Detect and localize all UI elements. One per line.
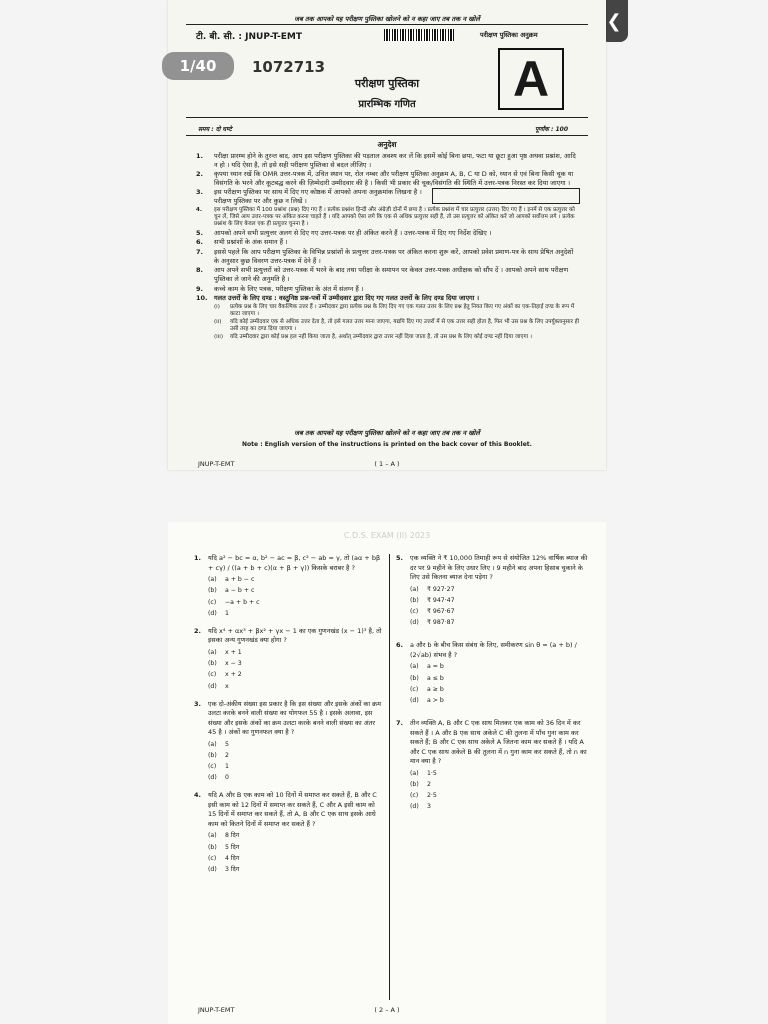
penalty-item: (ii) यदि कोई उम्मीदवार एक से अधिक उत्तर देता है, तो इसे गलत उत्तर माना जाएगा, यद्यपि दिए गए उत्तरों में से एक उत्तर सही होता है, फिर भी उस प्रश्न के लिए उपर्युक्तानुसार ही उसी तरह का दण्ड दिया जाएगा । [214, 319, 580, 333]
option: (d) 3 [410, 803, 431, 811]
question-text: एक व्यक्ति ने ₹ 10,000 तिमाही रूप से संयोजित 12% वार्षिक ब्याज की दर पर 9 महीने के लिए उधार लिए । 9 महीने बाद अपना हिसाब चुकाने के लिए उसे कितना ब्याज देना पड़ेगा ? [410, 554, 588, 581]
top-warning: जब तक आपको यह परीक्षण पुस्तिका खोलने को न कहा जाए तब तक न खोलें [294, 15, 480, 23]
roll-number-box[interactable] [432, 188, 580, 204]
question-item: 1. यदि a² − bc = α, b² − ac = β, c² − ab = γ, तो (aα + bβ + cγ) / ((a + b + c)(α + β + γ)) किसके बराबर है ? (a) a + b − c (b) a − b + c (c) −a + b + c (d) 1 [194, 554, 383, 618]
bottom-warning: जब तक आपको यह परीक्षण पुस्तिका खोलने को न कहा जाए तब तक न खोलें [294, 429, 480, 437]
booklet-title: परीक्षण पुस्तिका [354, 77, 420, 90]
left-question-column [194, 554, 390, 1000]
option: (b) x − 3 [208, 660, 242, 668]
footer-code: JNUP-T-EMT [198, 1006, 235, 1014]
series-letter: A [498, 48, 564, 110]
option: (d) ₹ 987·87 [410, 619, 455, 627]
questions-page [168, 522, 606, 1024]
question-item: 5. एक व्यक्ति ने ₹ 10,000 तिमाही रूप से संयोजित 12% वार्षिक ब्याज की दर पर 9 महीने के लिए उधार लिए । 9 महीने बाद अपना हिसाब चुकाने के लिए उसे कितना ब्याज देना पड़ेगा ? (a) ₹ 927·27 (b) ₹ 947·47 (c) ₹ 967·67 (d) ₹ 987·87 [396, 554, 588, 627]
question-item: 2. यदि x⁴ + αx³ + βx² + γx − 1 का एक गुणनखंड (x − 1)³ है, तो इसका अन्य गुणनखंड क्या होगा ? (a) x + 1 (b) x − 3 (c) x + 2 (d) x [194, 626, 382, 690]
option: (c) a ≥ b [410, 685, 444, 693]
option: (a) a + b − c [208, 576, 255, 584]
question-item: 7. तीन व्यक्ति A, B और C एक साथ मिलकर एक काम को 36 दिन में कर सकते हैं । A और B एक साथ अकेले C की तुलना में पाँच गुना काम कर सकते हैं; B और C एक साथ अकेले A जितना काम कर सकते हैं । यदि A और C एक साथ अकेले B की तुलना में n गुना काम कर सकते हैं, तो n का मान क्या है ? (a) 1·5 (b) 2 (c) 2·5 (d) 3 [396, 719, 587, 811]
option: (c) 4 दिन [208, 854, 240, 862]
option: (d) 0 [208, 774, 229, 782]
watermark: C.D.S. EXAM (II) 2023 [343, 531, 431, 540]
divider [186, 117, 588, 118]
option: (c) 1 [208, 763, 229, 771]
penalty-list [214, 304, 580, 341]
question-text: a और b के बीच किस संबंध के लिए, समीकरण sin θ = (a + b) / (2√ab) संभव है ? [410, 641, 577, 659]
option: (b) 2 [410, 780, 431, 788]
option: (b) 5 दिन [208, 843, 240, 851]
option: (c) 2·5 [410, 792, 437, 800]
footer-page-number: ( 2 – A ) [374, 1006, 400, 1014]
question-item: 3. एक दो-अंकीय संख्या इस प्रकार है कि इस संख्या और इसके अंकों का क्रम उलटा करके बनने वाली संख्या का योगफल 55 है । इसके अलावा, इस संख्या और इसके अंकों का क्रम उलटा करके बनने वाली संख्या का अंतर 45 है । अंकों का गुणनफल क्या है ? (a) 5 (b) 2 (c) 1 (d) 0 [194, 699, 382, 782]
question-item: 6. a और b के बीच किस संबंध के लिए, समीकरण sin θ = (a + b) / (2√ab) संभव है ? (a) a = b (b) a ≤ b (c) a ≥ b (d) a > b [396, 641, 588, 705]
option: (b) a − b + c [208, 587, 255, 595]
question-item: 4. यदि A और B एक काम को 10 दिनों में समाप्त कर सकते हैं, B और C इसी काम को 12 दिनों में समाप्त कर सकते हैं, C और A इसी काम को 15 दिनों में समाप्त कर सकते हैं, तो A, B और C एक साथ इसके आधे काम को कितने दिनों में समाप्त कर सकते हैं ? (a) 8 दिन (b) 5 दिन (c) 4 दिन (d) 3 दिन [194, 791, 383, 874]
option: (a) x + 1 [208, 648, 242, 656]
option: (d) x [208, 682, 229, 690]
tbc-code: टी. बी. सी. : JNUP-T-EMT [196, 32, 302, 42]
instruction-item: 10. गलत उत्तरों के लिए दण्ड : वस्तुनिष्ठ प्रश्न-पत्रों में उम्मीदवार द्वारा दिए गए गलत उत्तरों के लिए दण्ड दिया जाएगा । [196, 294, 480, 303]
penalty-item: (i) प्रत्येक प्रश्न के लिए चार वैकल्पिक उत्तर हैं । उम्मीदवार द्वारा प्रत्येक प्रश्न के लिए दिए गए एक गलत उत्तर के लिए प्रश्न हेतु नियत किए गए अंकों का एक-तिहाई दण्ड के रूप में काटा जाएगा । [214, 303, 575, 317]
instruction-item: 3. इस परीक्षण पुस्तिका पर साथ में दिए गए कोष्ठक में आपको अपना अनुक्रमांक लिखना है । परीक्षण पुस्तिका पर और कुछ न लिखें । [196, 188, 580, 205]
option: (a) 5 [208, 740, 229, 748]
instruction-item: 2. कृपया ध्यान रखें कि OMR उत्तर-पत्रक में, उचित स्थान पर, रोल नम्बर और परीक्षण पुस्तिका अनुक्रम A, B, C या D को, ध्यान से एवं बिना किसी चूक या विसंगति के भरने और कूटबद्ध करने की ज़िम्मेदारी उम्मीदवार की है । किसी भी प्रकार की चूक/विसंगति की स्थिति में उत्तर-पत्रक निरस्त कर दिया जाएगा । [196, 170, 574, 187]
booklet-sequence-label: परीक्षण पुस्तिका अनुक्रम [480, 31, 538, 39]
option: (c) −a + b + c [208, 598, 260, 606]
booklet-number: 1072713 [252, 58, 326, 76]
close-icon[interactable]: ❮ [600, 0, 628, 42]
penalty-item: (iii) यदि उम्मीदवार द्वारा कोई प्रश्न हल नहीं किया जाता है, अर्थात् उम्मीदवार द्वारा उत्तर नहीं दिया जाता है, तो उस प्रश्न के लिए कोई दण्ड नहीं दिया जाएगा । [214, 334, 533, 341]
option: (a) 8 दिन [208, 832, 240, 840]
option: (c) x + 2 [208, 671, 242, 679]
footer-page-number: ( 1 – A ) [374, 460, 400, 468]
footer-code: JNUP-T-EMT [198, 460, 235, 468]
question-text: यदि a² − bc = α, b² − ac = β, c² − ab = γ, तो (aα + bβ + cγ) / ((a + b + c)(α + β + γ)) किसके बराबर है ? [208, 554, 381, 572]
option: (a) 1·5 [410, 769, 437, 777]
instructions-heading: अनुदेश [377, 140, 397, 149]
question-text: यदि x⁴ + αx³ + βx² + γx − 1 का एक गुणनखंड (x − 1)³ है, तो इसका अन्य गुणनखंड क्या होगा ? [208, 626, 382, 645]
instruction-item: 1. परीक्षा प्रारम्भ होने के तुरन्त बाद, आप इस परीक्षण पुस्तिका की पड़ताल अवश्य कर लें कि इसमें कोई बिना छपा, फटा या छूटा हुआ पृष्ठ अथवा प्रश्नांश, आदि न हो । यदि ऐसा है, तो इसे सही परीक्षण पुस्तिका से बदल लीजिए । [196, 152, 576, 169]
time-allowed: समय : दो घण्टे [198, 126, 232, 133]
instruction-item: 4. इस परीक्षण पुस्तिका में 100 प्रश्नांश (प्रश्न) दिए गए हैं । प्रत्येक प्रश्नांश हिन्दी और अंग्रेज़ी दोनों में छपा है । प्रत्येक प्रश्नांश में चार प्रत्युत्तर (उत्तर) दिए गए हैं । इनमें से एक प्रत्युत्तर को चुन लें, जिसे आप उत्तर-पत्रक पर अंकित करना चाहते हैं । यदि आपको ऐसा लगे कि एक से अधिक प्रत्युत्तर सही हैं, तो उस प्रत्युत्तर को अंकित करें जो आपको सर्वोत्तम लगे । प्रत्येक प्रश्नांश के लिए केवल एक ही प्रत्युत्तर चुनना है । [196, 206, 575, 227]
maximum-marks: पूर्णांक : 100 [534, 126, 568, 133]
page-counter: 1/40 [162, 52, 234, 80]
option: (a) a = b [410, 663, 444, 671]
question-text: एक दो-अंकीय संख्या इस प्रकार है कि इस संख्या और इसके अंकों का क्रम उलटा करके बनने वाली संख्या का योगफल 55 है । इसके अलावा, इस संख्या और इसके अंकों का क्रम उलटा करके बनने वाली संख्या का अंतर 45 है । अंकों का गुणनफल क्या है ? [208, 699, 382, 736]
option: (b) ₹ 947·47 [410, 596, 455, 604]
right-question-column [392, 554, 588, 820]
instruction-item: 5. आपको अपने सभी प्रत्युत्तर अलग से दिए गए उत्तर-पत्रक पर ही अंकित करने हैं । उत्तर-पत्रक में दिए गए निर्देश देखिए । [196, 228, 492, 237]
option: (b) a ≤ b [410, 674, 444, 682]
barcode-icon [384, 29, 454, 41]
instruction-item: 6. सभी प्रश्नांशों के अंक समान हैं । [196, 238, 288, 247]
instruction-item: 8. आप अपने सभी प्रत्युत्तरों को उत्तर-पत्रक में भरने के बाद तथा परीक्षा के समापन पर केवल उत्तर-पत्रक अधीक्षक को सौंप दें । आपको अपने साथ परीक्षण पुस्तिका ले जाने की अनुमति है । [196, 266, 569, 283]
instruction-item: 9. कच्चे काम के लिए पत्रक, परीक्षण पुस्तिका के अंत में संलग्न हैं । [196, 284, 364, 293]
option: (d) 1 [208, 609, 229, 617]
subject-title: प्रारम्भिक गणित [358, 99, 416, 110]
question-text: तीन व्यक्ति A, B और C एक साथ मिलकर एक काम को 36 दिन में कर सकते हैं । A और B एक साथ अकेले C की तुलना में पाँच गुना काम कर सकते हैं; B और C एक साथ अकेले A जितना काम कर सकते हैं । यदि A और C एक साथ अकेले B की तुलना में n गुना काम कर सकते हैं, तो n का मान क्या है ? [410, 719, 587, 765]
option: (d) a > b [410, 697, 444, 704]
option: (d) 3 दिन [208, 866, 240, 873]
english-note: Note : English version of the instructions is printed on the back cover of this Booklet. [242, 441, 532, 448]
instructions-list [196, 152, 580, 342]
option: (a) ₹ 927·27 [410, 585, 455, 593]
divider [186, 24, 588, 25]
option: (c) ₹ 967·67 [410, 608, 455, 616]
question-text: यदि A और B एक काम को 10 दिनों में समाप्त कर सकते हैं, B और C इसी काम को 12 दिनों में समाप्त कर सकते हैं, C और A इसी काम को 15 दिनों में समाप्त कर सकते हैं, तो A, B और C एक साथ इसके आधे काम को कितने दिनों में समाप्त कर सकते हैं ? [208, 791, 377, 828]
option: (b) 2 [208, 751, 229, 759]
divider [186, 135, 588, 136]
instruction-item: 7. इससे पहले कि आप परीक्षण पुस्तिका के विभिन्न प्रश्नांशों के प्रत्युत्तर उत्तर-पत्रक पर अंकित करना शुरू करें, आपको प्रवेश प्रमाण-पत्र के साथ प्रेषित अनुदेशों के अनुसार कुछ विवरण उत्तर-पत्रक में देने हैं । [196, 248, 574, 265]
